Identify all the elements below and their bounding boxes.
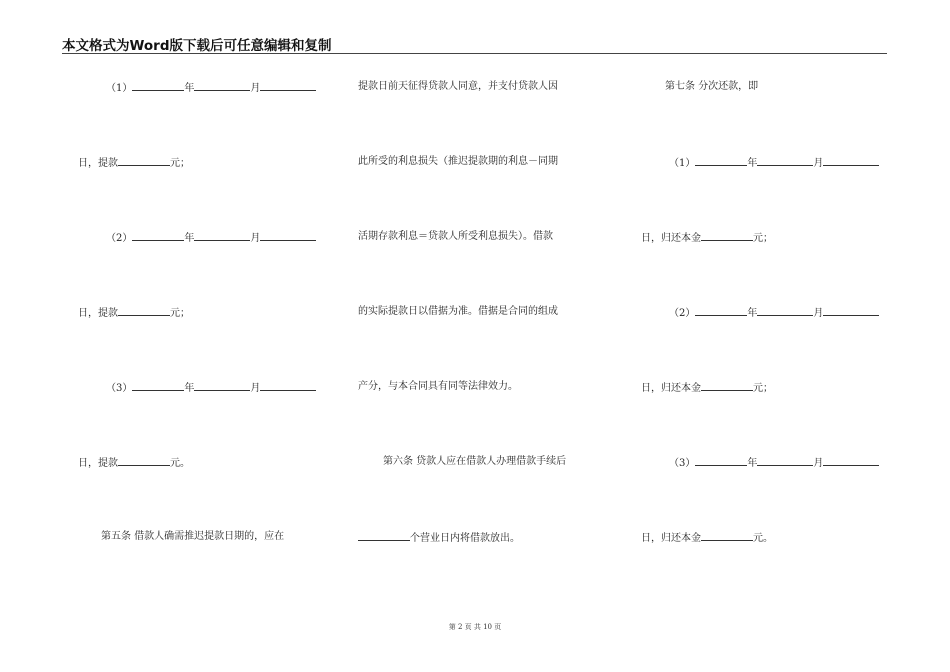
year-blank[interactable] [132, 380, 184, 391]
day-blank[interactable] [260, 230, 316, 241]
amount-blank[interactable] [118, 305, 170, 316]
days-blank[interactable] [358, 530, 410, 541]
month-blank[interactable] [194, 80, 250, 91]
repay-label: 日，归还本金 [641, 233, 701, 244]
item-number: （2） [106, 233, 133, 244]
year-label: 年 [184, 83, 195, 94]
amount-blank[interactable] [701, 230, 753, 241]
month-label: 月 [250, 233, 261, 244]
col3-line-3 [641, 230, 773, 246]
col1-line-4 [78, 305, 190, 321]
amount-blank[interactable] [701, 530, 753, 541]
col2-line-7 [358, 530, 520, 546]
year-label: 年 [747, 458, 758, 469]
col1-line-7: 第五条 借款人确需推迟提款日期的，应在 [101, 531, 285, 542]
col3-line-2 [669, 155, 879, 171]
col2-line-3: 活期存款利息＝贷款人所受利息损失）。借款 [358, 231, 553, 242]
col1-line-6 [78, 455, 190, 471]
month-blank[interactable] [194, 380, 250, 391]
page-number: 第 2 页 共 10 页 [448, 623, 502, 631]
year-blank[interactable] [695, 455, 747, 466]
document-header-title: 本文格式为Word版下载后可任意编辑和复制 [62, 38, 332, 54]
amount-blank[interactable] [118, 155, 170, 166]
item-number: （3） [106, 383, 133, 394]
month-label: 月 [813, 158, 824, 169]
header-divider [62, 53, 887, 54]
col2-line-6: 第六条 贷款人应在借款人办理借款手续后 [383, 456, 567, 467]
col1-line-1 [106, 80, 316, 96]
repay-label: 日，归还本金 [641, 533, 701, 544]
amount-blank[interactable] [701, 380, 753, 391]
day-blank[interactable] [260, 380, 316, 391]
currency-label: 元。 [170, 458, 190, 469]
year-label: 年 [184, 233, 195, 244]
month-blank[interactable] [757, 455, 813, 466]
month-label: 月 [813, 308, 824, 319]
year-label: 年 [747, 308, 758, 319]
year-blank[interactable] [132, 230, 184, 241]
month-blank[interactable] [194, 230, 250, 241]
col3-line-6 [669, 455, 879, 471]
repay-label: 日，归还本金 [641, 383, 701, 394]
currency-label: 元； [753, 233, 773, 244]
month-blank[interactable] [757, 305, 813, 316]
item-number: （2） [669, 308, 696, 319]
month-label: 月 [250, 383, 261, 394]
day-blank[interactable] [823, 305, 879, 316]
item-number: （3） [669, 458, 696, 469]
col2-line-5: 产分，与本合同具有同等法律效力。 [358, 381, 518, 392]
withdraw-label: 日，提款 [78, 158, 118, 169]
year-label: 年 [747, 158, 758, 169]
month-label: 月 [250, 83, 261, 94]
month-label: 月 [813, 458, 824, 469]
item-number: （1） [669, 158, 696, 169]
year-label: 年 [184, 383, 195, 394]
currency-label: 元； [170, 308, 190, 319]
col3-line-7 [641, 530, 773, 546]
day-blank[interactable] [823, 455, 879, 466]
col1-line-2 [78, 155, 190, 171]
col1-line-5 [106, 380, 316, 396]
currency-label: 元； [753, 383, 773, 394]
amount-blank[interactable] [118, 455, 170, 466]
year-blank[interactable] [695, 305, 747, 316]
business-days-text: 个营业日内将借款放出。 [410, 533, 520, 544]
col2-line-1: 提款日前天征得贷款人同意，并支付贷款人因 [358, 81, 558, 92]
month-blank[interactable] [757, 155, 813, 166]
col3-line-5 [641, 380, 773, 396]
currency-label: 元； [170, 158, 190, 169]
withdraw-label: 日，提款 [78, 308, 118, 319]
col3-line-1: 第七条 分次还款，即 [665, 81, 759, 92]
col2-line-4: 的实际提款日以借据为准。借据是合同的组成 [358, 306, 558, 317]
day-blank[interactable] [260, 80, 316, 91]
currency-label: 元。 [753, 533, 773, 544]
day-blank[interactable] [823, 155, 879, 166]
col3-line-4 [669, 305, 879, 321]
col1-line-3 [106, 230, 316, 246]
withdraw-label: 日，提款 [78, 458, 118, 469]
col2-line-2: 此所受的利息损失（推迟提款期的利息－同期 [358, 156, 558, 167]
year-blank[interactable] [695, 155, 747, 166]
item-number: （1） [106, 83, 133, 94]
year-blank[interactable] [132, 80, 184, 91]
